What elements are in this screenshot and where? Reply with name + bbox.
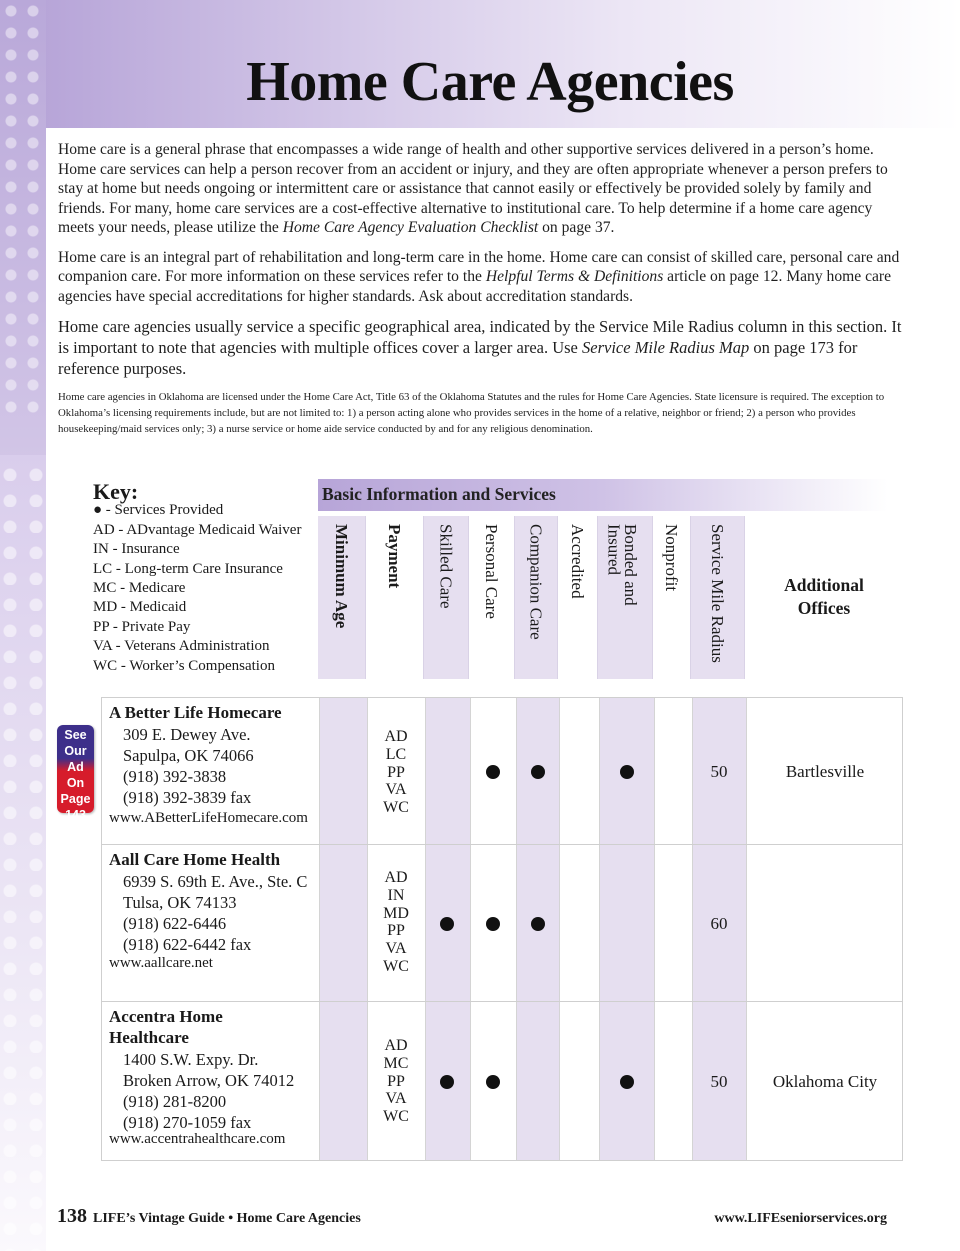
key-item: PP - Private Pay <box>93 618 191 635</box>
agency-address: 6939 S. 69th E. Ave., Ste. C Tulsa, OK 74133 (918) 622-6446 (918) 622-6442 fax <box>123 872 308 954</box>
table-row <box>102 1003 902 1160</box>
agency-website-link[interactable]: www.accentrahealthcare.com <box>109 1131 286 1147</box>
footer-left <box>57 1205 361 1228</box>
personal-care-dot <box>486 917 500 931</box>
col-bonded-insured: Bonded and Insured <box>598 516 653 679</box>
service-radius: 50 <box>710 762 728 781</box>
key-item: WC - Worker’s Compensation <box>93 657 275 674</box>
payment-codes: AD MC PP VA WC <box>383 1037 409 1126</box>
page-title: Home Care Agencies <box>246 51 734 113</box>
agency-name: A Better Life Homecare <box>109 703 282 722</box>
personal-care-dot <box>486 765 500 779</box>
skilled-care-dot <box>440 917 454 931</box>
key-item: AD - ADvantage Medicaid Waiver <box>93 521 302 538</box>
payment-codes: AD IN MD PP VA WC <box>383 869 409 975</box>
key-item: VA - Veterans Administration <box>93 638 270 655</box>
intro-paragraph-3: Home care agencies usually service a specific geographical area, indicated by the Service Mile Radius column in this section. It is important to note that agencies with multiple offices cover a larger area. Use Service Mile Radius Map on page 173 for reference purposes. <box>58 317 902 378</box>
key-legend <box>93 479 323 676</box>
key-item: LC - Long-term Care Insurance <box>93 560 283 577</box>
agency-name: Aall Care Home Health <box>109 850 281 869</box>
see-our-ad-badge[interactable]: See Our Ad On Page 143 <box>57 725 94 813</box>
col-min-age: Minimum Age <box>318 516 366 679</box>
col-skilled-care: Skilled Care <box>424 516 469 679</box>
agencies-table <box>101 697 903 1161</box>
page-number: 138 <box>57 1205 87 1227</box>
table-row <box>102 846 902 1002</box>
intro-paragraph-1: Home care is a general phrase that encompasses a wide range of health and other supportive services delivered in a person’s home. Home care services can help a person recover from an accident or injury, and they are often appropriate whenever a person prefers to stay at home but needs ongoing or intermittent care or assistance that cannot easily or effectively be provided solely by family and friends. For many, home care services are a cost-effective alternative to institutional care. To help determine if a home care agency meets your needs, please utilize the Home Care Agency Evaluation Checklist on page 37. <box>58 141 888 236</box>
additional-offices: Oklahoma City <box>772 1072 878 1091</box>
personal-care-dot <box>486 1075 500 1089</box>
col-service-radius: Service Mile Radius <box>691 516 745 679</box>
key-item: MD - Medicaid <box>93 599 187 616</box>
table-row <box>102 698 902 845</box>
agency-website-link[interactable]: www.ABetterLifeHomecare.com <box>109 810 308 826</box>
footer-guide-title: LIFE’s Vintage Guide • Home Care Agencies <box>93 1211 361 1226</box>
col-payment: Payment <box>366 516 424 679</box>
left-margin-pattern <box>0 455 46 1251</box>
skilled-care-dot <box>440 1075 454 1089</box>
service-radius: 50 <box>710 1072 728 1091</box>
intro-text <box>58 140 908 447</box>
licensing-note: Home care agencies in Oklahoma are licensed under the Home Care Act, Title 63 of the Oklahoma Statutes and the rules for Home Care Agencies. State licensure is required. The exception to Oklahoma’s licensing requirements include, but are not limited to: 1) a person acting alone who provides services in the home of a relative, neighbor or friend; 2) a person who provides housekeeping/maid services only; 3) a nurse service or home aide service conducted by and for any religious denomination. <box>58 391 885 435</box>
col-companion-care: Companion Care <box>515 516 558 679</box>
column-headers <box>318 516 903 679</box>
col-nonprofit: Nonprofit <box>653 516 691 679</box>
companion-care-dot <box>531 765 545 779</box>
payment-codes: AD LC PP VA WC <box>383 728 409 817</box>
key-item: MC - Medicare <box>93 580 186 597</box>
intro-paragraph-2: Home care is an integral part of rehabilitation and long-term care in the home. Home care can consist of skilled care, personal care and companion care. For more information on these services refer to the Helpful Terms & Definitions article on page 12. Many home care agencies have special accreditations for higher standards. Ask about accreditation standards. <box>58 248 900 305</box>
key-title: Key: <box>93 479 139 504</box>
footer-website-link[interactable]: www.LIFEseniorservices.org <box>714 1211 887 1226</box>
key-item: ● - Services Provided <box>93 502 224 519</box>
col-additional-offices: Additional Offices <box>784 575 864 618</box>
agency-name: Accentra Home Healthcare <box>109 1007 223 1047</box>
col-personal-care: Personal Care <box>469 516 515 679</box>
agency-website-link[interactable]: www.aallcare.net <box>109 955 213 971</box>
agency-address: 1400 S.W. Expy. Dr. Broken Arrow, OK 74012 (918) 281-8200 (918) 270-1059 fax <box>123 1050 295 1132</box>
agency-address: 309 E. Dewey Ave. Sapulpa, OK 74066 (918) 392-3838 (918) 392-3839 fax <box>123 725 254 807</box>
table-banner: Basic Information and Services <box>318 479 888 511</box>
bonded-insured-dot <box>620 1075 634 1089</box>
key-item: IN - Insurance <box>93 541 180 558</box>
col-accredited: Accredited <box>558 516 598 679</box>
bonded-insured-dot <box>620 765 634 779</box>
additional-offices: Bartlesville <box>785 762 865 781</box>
service-radius: 60 <box>710 914 728 933</box>
companion-care-dot <box>531 917 545 931</box>
